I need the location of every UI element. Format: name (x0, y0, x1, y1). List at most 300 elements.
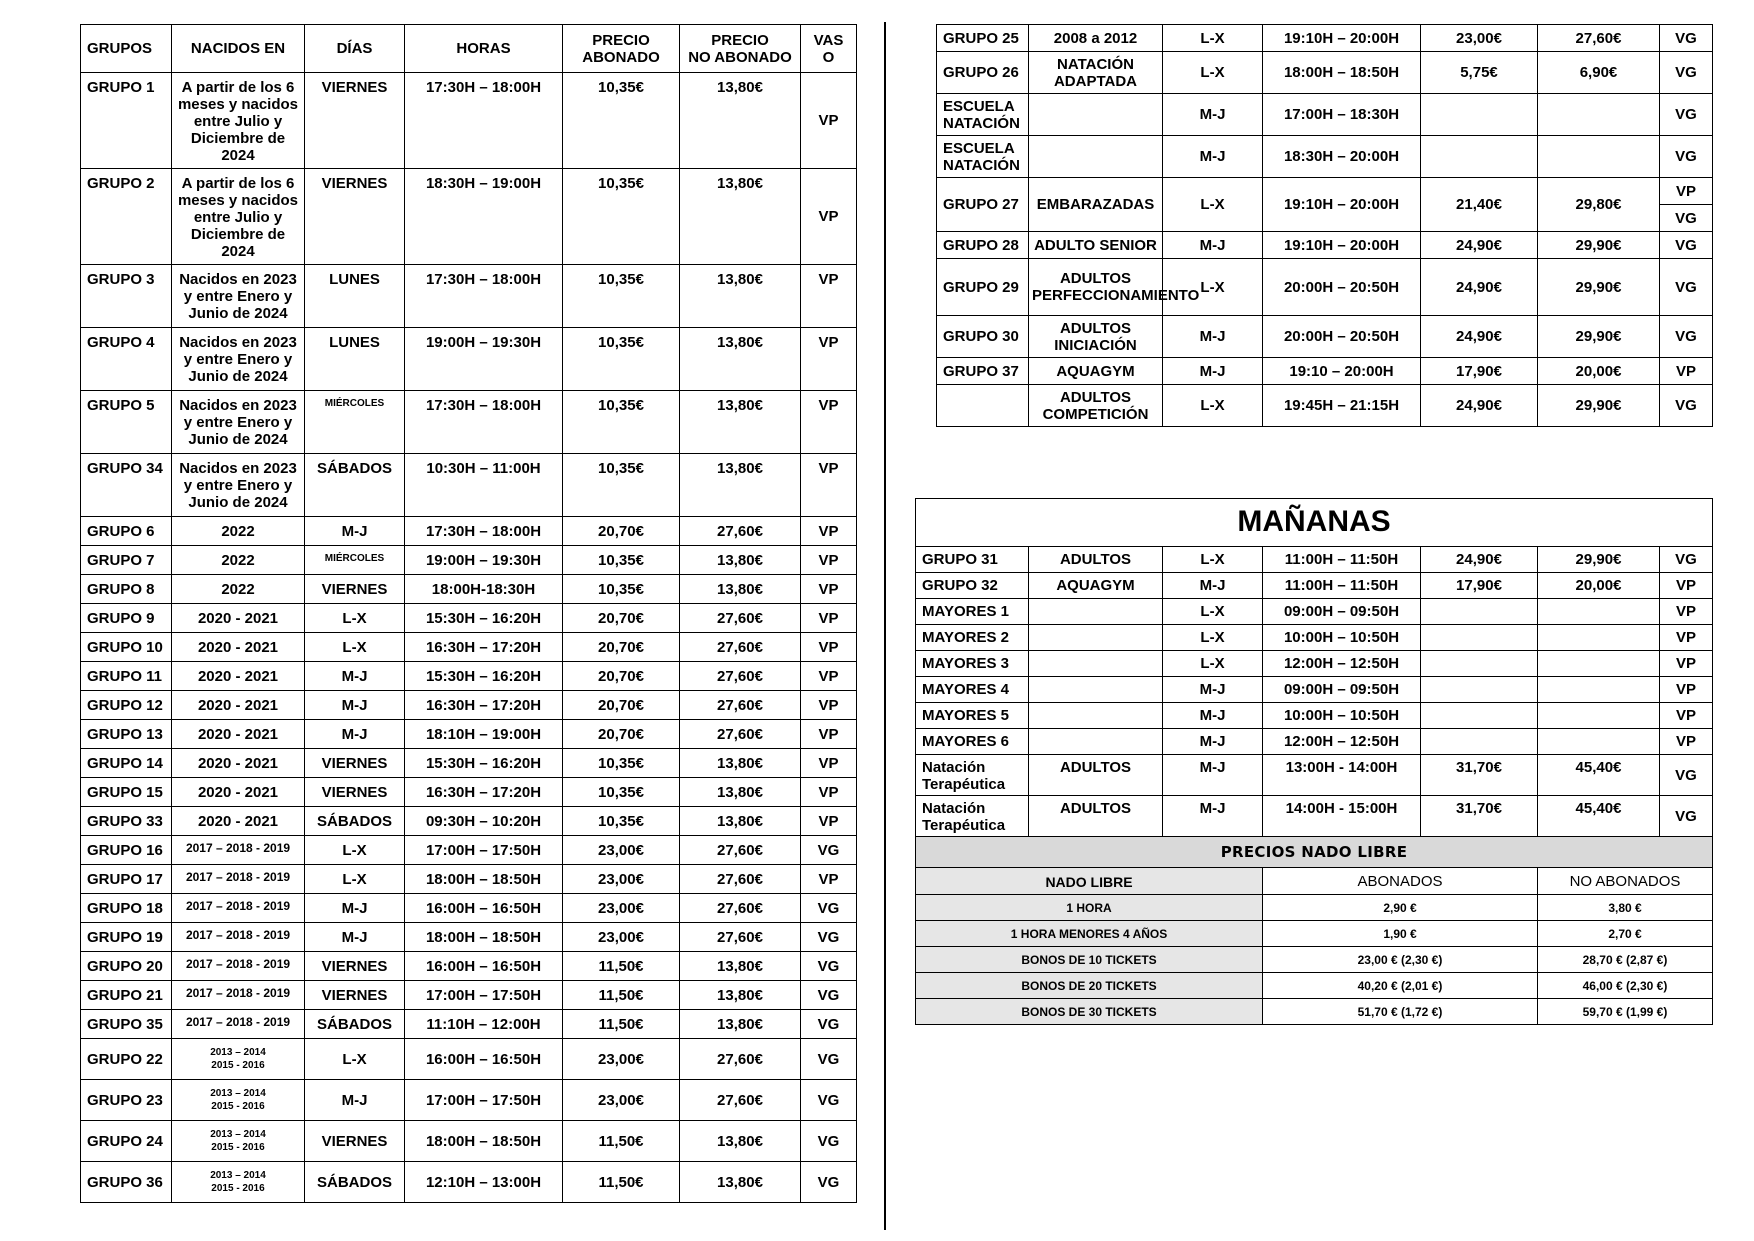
nado-libre-abonados-price: 23,00 € (2,30 €) (1263, 947, 1538, 973)
days-cell: VIERNES (305, 749, 405, 778)
table-row (81, 169, 857, 265)
group-name-cell: MAYORES 2 (916, 625, 1029, 651)
price-no-abonado-cell: 13,80€ (680, 981, 801, 1010)
hours-cell: 10:30H – 11:00H (405, 454, 563, 517)
table-row (937, 232, 1713, 259)
hours-cell: 13:00H - 14:00H (1263, 755, 1421, 796)
price-abonado-cell (1421, 703, 1538, 729)
hours-cell: 09:30H – 10:20H (405, 807, 563, 836)
birth-years-cell: Nacidos en 2023 y entre Enero y Junio de 2024 (172, 328, 305, 391)
birth-years-cell: 2013 – 2014 2015 - 2016 (172, 1121, 305, 1162)
price-no-abonado-cell: 27,60€ (680, 633, 801, 662)
group-name-cell: GRUPO 34 (81, 454, 172, 517)
price-abonado-cell: 20,70€ (563, 604, 680, 633)
birth-years-cell (1029, 651, 1163, 677)
table-row (937, 94, 1713, 136)
group-name-cell (937, 385, 1029, 427)
price-abonado-cell: 23,00€ (563, 836, 680, 865)
hours-cell: 19:10H – 20:00H (1263, 25, 1421, 52)
days-cell: M-J (1163, 755, 1263, 796)
price-abonado-cell: 17,90€ (1421, 358, 1538, 385)
birth-years-cell: 2013 – 2014 2015 - 2016 (172, 1080, 305, 1121)
birth-years-cell: AQUAGYM (1029, 573, 1163, 599)
pool-cell: VP (1660, 358, 1713, 385)
group-name-cell: GRUPO 4 (81, 328, 172, 391)
table-row (81, 1039, 857, 1080)
header-nacidos: NACIDOS EN (172, 25, 305, 73)
price-no-abonado-cell: 45,40€ (1538, 755, 1660, 796)
table-row (81, 894, 857, 923)
pool-cell: VP (1660, 625, 1713, 651)
group-name-cell: MAYORES 4 (916, 677, 1029, 703)
nado-libre-row (916, 947, 1713, 973)
birth-years-cell: A partir de los 6 meses y nacidos entre Julio y Diciembre de 2024 (172, 73, 305, 169)
hours-cell: 15:30H – 16:20H (405, 604, 563, 633)
group-name-cell: GRUPO 7 (81, 546, 172, 575)
hours-cell: 16:00H – 16:50H (405, 1039, 563, 1080)
price-no-abonado-cell (1538, 651, 1660, 677)
price-no-abonado-cell: 27,60€ (680, 691, 801, 720)
birth-years-cell: Nacidos en 2023 y entre Enero y Junio de 2024 (172, 265, 305, 328)
price-no-abonado-cell: 13,80€ (680, 952, 801, 981)
group-name-cell: MAYORES 5 (916, 703, 1029, 729)
price-abonado-cell: 11,50€ (563, 1162, 680, 1203)
header-grupos: GRUPOS (81, 25, 172, 73)
birth-years-cell: 2020 - 2021 (172, 662, 305, 691)
price-no-abonado-cell: 27,60€ (680, 1080, 801, 1121)
birth-years-cell: NATACIÓN ADAPTADA (1029, 52, 1163, 94)
price-no-abonado-cell: 29,90€ (1538, 232, 1660, 259)
price-no-abonado-cell: 20,00€ (1538, 573, 1660, 599)
price-abonado-cell (1421, 625, 1538, 651)
days-cell: L-X (1163, 385, 1263, 427)
birth-years-cell: AQUAGYM (1029, 358, 1163, 385)
pool-cell: VG (1660, 316, 1713, 358)
mananas-schedule-table (915, 498, 1713, 1025)
birth-years-cell: 2013 – 2014 2015 - 2016 (172, 1039, 305, 1080)
days-cell: M-J (305, 923, 405, 952)
birth-years-cell: Nacidos en 2023 y entre Enero y Junio de 2024 (172, 391, 305, 454)
days-cell: L-X (1163, 259, 1263, 316)
hours-cell: 16:00H – 16:50H (405, 952, 563, 981)
table-row (937, 178, 1713, 205)
pool-cell: VG (801, 981, 857, 1010)
days-cell: M-J (1163, 573, 1263, 599)
group-name-cell: GRUPO 2 (81, 169, 172, 265)
birth-years-cell (1029, 677, 1163, 703)
pool-cell: VP (801, 749, 857, 778)
table-row (937, 316, 1713, 358)
table-row (916, 651, 1713, 677)
price-abonado-cell: 23,00€ (563, 1080, 680, 1121)
hours-cell: 12:00H – 12:50H (1263, 651, 1421, 677)
hours-cell: 18:00H – 18:50H (405, 865, 563, 894)
nado-libre-abonados-price: 1,90 € (1263, 921, 1538, 947)
table-row (81, 1162, 857, 1203)
price-abonado-cell: 17,90€ (1421, 573, 1538, 599)
group-name-cell: GRUPO 6 (81, 517, 172, 546)
nado-libre-label: 1 HORA (916, 895, 1263, 921)
table-row (916, 796, 1713, 837)
birth-years-cell: 2017 – 2018 - 2019 (172, 836, 305, 865)
days-cell: M-J (305, 894, 405, 923)
group-name-cell: GRUPO 1 (81, 73, 172, 169)
afternoon-schedule-table (80, 24, 857, 1203)
hours-cell: 17:30H – 18:00H (405, 391, 563, 454)
price-no-abonado-cell: 20,00€ (1538, 358, 1660, 385)
price-no-abonado-cell: 13,80€ (680, 749, 801, 778)
days-cell: M-J (305, 720, 405, 749)
nado-libre-no-abonados-price: 28,70 € (2,87 €) (1538, 947, 1713, 973)
table-row (81, 923, 857, 952)
hours-cell: 16:30H – 17:20H (405, 633, 563, 662)
birth-years-cell: 2022 (172, 517, 305, 546)
pool-cell: VG (801, 1080, 857, 1121)
price-no-abonado-cell: 29,90€ (1538, 547, 1660, 573)
table-row (937, 25, 1713, 52)
pool-cell: VG (801, 1010, 857, 1039)
hours-cell: 19:00H – 19:30H (405, 328, 563, 391)
pool-cell: VP (801, 73, 857, 169)
birth-years-cell: 2022 (172, 575, 305, 604)
price-abonado-cell (1421, 651, 1538, 677)
nado-libre-row (916, 895, 1713, 921)
table-row (81, 865, 857, 894)
price-abonado-cell: 31,70€ (1421, 755, 1538, 796)
pool-cell: VP (801, 691, 857, 720)
pool-cell: VP (801, 517, 857, 546)
table-row (916, 729, 1713, 755)
hours-cell: 17:30H – 18:00H (405, 517, 563, 546)
days-cell: M-J (1163, 232, 1263, 259)
price-abonado-cell: 11,50€ (563, 981, 680, 1010)
days-cell: L-X (1163, 52, 1263, 94)
hours-cell: 17:00H – 17:50H (405, 836, 563, 865)
price-abonado-cell: 23,00€ (563, 1039, 680, 1080)
hours-cell: 12:10H – 13:00H (405, 1162, 563, 1203)
nado-libre-label: BONOS DE 20 TICKETS (916, 973, 1263, 999)
table-row (81, 546, 857, 575)
pool-cell: VG (801, 952, 857, 981)
pool-cell: VG (1660, 25, 1713, 52)
nado-libre-row (916, 921, 1713, 947)
birth-years-cell: ADULTOS INICIACIÓN (1029, 316, 1163, 358)
price-no-abonado-cell: 29,90€ (1538, 316, 1660, 358)
hours-cell: 11:00H – 11:50H (1263, 573, 1421, 599)
price-no-abonado-cell (1538, 703, 1660, 729)
group-name-cell: GRUPO 11 (81, 662, 172, 691)
hours-cell: 17:00H – 17:50H (405, 981, 563, 1010)
group-name-cell: GRUPO 26 (937, 52, 1029, 94)
hours-cell: 10:00H – 10:50H (1263, 703, 1421, 729)
days-cell: SÁBADOS (305, 1010, 405, 1039)
price-abonado-cell (1421, 599, 1538, 625)
birth-years-cell: 2020 - 2021 (172, 604, 305, 633)
price-no-abonado-cell: 13,80€ (680, 575, 801, 604)
group-name-cell: GRUPO 24 (81, 1121, 172, 1162)
days-cell: VIERNES (305, 575, 405, 604)
hours-cell: 19:10H – 20:00H (1263, 232, 1421, 259)
group-name-cell: MAYORES 6 (916, 729, 1029, 755)
price-abonado-cell: 23,00€ (1421, 25, 1538, 52)
birth-years-cell: ADULTOS (1029, 796, 1163, 837)
hours-cell: 17:00H – 17:50H (405, 1080, 563, 1121)
price-abonado-cell: 23,00€ (563, 865, 680, 894)
pool-cell: VP (1660, 599, 1713, 625)
price-no-abonado-cell: 27,60€ (680, 1039, 801, 1080)
pool-cell: VP (1660, 677, 1713, 703)
nado-libre-no-abonados-header: NO ABONADOS (1538, 868, 1713, 895)
pool-cell: VG (1660, 94, 1713, 136)
hours-cell: 18:10H – 19:00H (405, 720, 563, 749)
price-no-abonado-cell (1538, 729, 1660, 755)
price-no-abonado-cell (1538, 625, 1660, 651)
days-cell: LUNES (305, 265, 405, 328)
birth-years-cell: ADULTOS COMPETICIÓN (1029, 385, 1163, 427)
birth-years-cell (1029, 729, 1163, 755)
birth-years-cell: 2017 – 2018 - 2019 (172, 923, 305, 952)
nado-libre-label-header: NADO LIBRE (916, 868, 1263, 895)
group-name-cell: GRUPO 18 (81, 894, 172, 923)
table-row (81, 981, 857, 1010)
table-row (916, 677, 1713, 703)
price-no-abonado-cell: 45,40€ (1538, 796, 1660, 837)
days-cell: M-J (1163, 316, 1263, 358)
days-cell: M-J (305, 691, 405, 720)
pool-cell: VG (1660, 796, 1713, 837)
group-name-cell: GRUPO 8 (81, 575, 172, 604)
days-cell: L-X (305, 865, 405, 894)
nado-libre-no-abonados-price: 2,70 € (1538, 921, 1713, 947)
group-name-cell: MAYORES 3 (916, 651, 1029, 677)
pool-cell: VG (1660, 259, 1713, 316)
birth-years-cell: 2020 - 2021 (172, 691, 305, 720)
price-no-abonado-cell: 13,80€ (680, 546, 801, 575)
table-row (81, 1010, 857, 1039)
price-no-abonado-cell: 13,80€ (680, 1010, 801, 1039)
nado-libre-abonados-header: ABONADOS (1263, 868, 1538, 895)
days-cell: L-X (1163, 625, 1263, 651)
group-name-cell: GRUPO 10 (81, 633, 172, 662)
days-cell: M-J (305, 1080, 405, 1121)
price-abonado-cell: 23,00€ (563, 923, 680, 952)
table-row (81, 575, 857, 604)
price-abonado-cell (1421, 729, 1538, 755)
header-horas: HORAS (405, 25, 563, 73)
pool-cell: VP (801, 575, 857, 604)
table-row (81, 749, 857, 778)
price-abonado-cell: 21,40€ (1421, 178, 1538, 232)
header-dias: DÍAS (305, 25, 405, 73)
hours-cell: 20:00H – 20:50H (1263, 316, 1421, 358)
group-name-cell: GRUPO 16 (81, 836, 172, 865)
pool-cell: VP (1660, 703, 1713, 729)
header-precio-no-abonado: PRECIO NO ABONADO (680, 25, 801, 73)
group-name-cell: GRUPO 13 (81, 720, 172, 749)
table-row (937, 358, 1713, 385)
group-name-cell: GRUPO 30 (937, 316, 1029, 358)
hours-cell: 18:30H – 20:00H (1263, 136, 1421, 178)
hours-cell: 16:00H – 16:50H (405, 894, 563, 923)
table-row (81, 691, 857, 720)
pool-cell: VP (1660, 178, 1713, 205)
group-name-cell: GRUPO 25 (937, 25, 1029, 52)
group-name-cell: Natación Terapéutica (916, 796, 1029, 837)
hours-cell: 09:00H – 09:50H (1263, 677, 1421, 703)
nado-libre-header-row (916, 868, 1713, 895)
pool-cell: VP (801, 391, 857, 454)
price-no-abonado-cell: 13,80€ (680, 328, 801, 391)
days-cell: SÁBADOS (305, 1162, 405, 1203)
days-cell: L-X (305, 836, 405, 865)
birth-years-cell: 2017 – 2018 - 2019 (172, 981, 305, 1010)
birth-years-cell (1029, 703, 1163, 729)
hours-cell: 11:10H – 12:00H (405, 1010, 563, 1039)
price-abonado-cell: 10,35€ (563, 169, 680, 265)
group-name-cell: GRUPO 28 (937, 232, 1029, 259)
price-abonado-cell: 10,35€ (563, 749, 680, 778)
table-row (81, 662, 857, 691)
table-row (81, 1121, 857, 1162)
pool-cell: VG (801, 894, 857, 923)
nado-libre-label: 1 HORA MENORES 4 AÑOS (916, 921, 1263, 947)
hours-cell: 12:00H – 12:50H (1263, 729, 1421, 755)
days-cell: VIERNES (305, 778, 405, 807)
price-abonado-cell: 24,90€ (1421, 385, 1538, 427)
birth-years-cell: 2020 - 2021 (172, 749, 305, 778)
days-cell: M-J (1163, 136, 1263, 178)
nado-libre-abonados-price: 2,90 € (1263, 895, 1538, 921)
pool-cell: VP (801, 546, 857, 575)
table-row (916, 547, 1713, 573)
hours-cell: 19:45H – 21:15H (1263, 385, 1421, 427)
price-abonado-cell: 11,50€ (563, 1121, 680, 1162)
birth-years-cell (1029, 625, 1163, 651)
pool-cell: VG (801, 836, 857, 865)
nado-libre-row (916, 973, 1713, 999)
price-no-abonado-cell: 13,80€ (680, 1162, 801, 1203)
group-name-cell: Natación Terapéutica (916, 755, 1029, 796)
nado-libre-title-row (916, 837, 1713, 868)
nado-libre-row (916, 999, 1713, 1025)
days-cell: L-X (1163, 178, 1263, 232)
header-precio-abonado: PRECIO ABONADO (563, 25, 680, 73)
days-cell: L-X (305, 604, 405, 633)
price-abonado-cell: 20,70€ (563, 691, 680, 720)
pool-cell: VG (1660, 52, 1713, 94)
nado-libre-title: PRECIOS NADO LIBRE (916, 837, 1713, 868)
header-row (81, 25, 857, 73)
price-no-abonado-cell: 6,90€ (1538, 52, 1660, 94)
pool-cell: VP (801, 169, 857, 265)
table-row (81, 1080, 857, 1121)
days-cell: M-J (305, 662, 405, 691)
table-row (81, 778, 857, 807)
pool-cell: VP (1660, 651, 1713, 677)
pool-cell: VP (801, 720, 857, 749)
pool-cell: VP (801, 328, 857, 391)
birth-years-cell: EMBARAZADAS (1029, 178, 1163, 232)
hours-cell: 14:00H - 15:00H (1263, 796, 1421, 837)
group-name-cell: GRUPO 15 (81, 778, 172, 807)
price-abonado-cell: 31,70€ (1421, 796, 1538, 837)
days-cell: SÁBADOS (305, 454, 405, 517)
pool-cell: VP (1660, 573, 1713, 599)
group-name-cell: GRUPO 35 (81, 1010, 172, 1039)
birth-years-cell (1029, 136, 1163, 178)
table-row (937, 136, 1713, 178)
birth-years-cell: ADULTOS (1029, 547, 1163, 573)
hours-cell: 19:10H – 20:00H (1263, 178, 1421, 232)
price-no-abonado-cell: 27,60€ (680, 662, 801, 691)
price-no-abonado-cell (1538, 136, 1660, 178)
pool-cell: VG (1660, 755, 1713, 796)
days-cell: VIERNES (305, 169, 405, 265)
days-cell: L-X (1163, 651, 1263, 677)
group-name-cell: GRUPO 17 (81, 865, 172, 894)
nado-libre-abonados-price: 51,70 € (1,72 €) (1263, 999, 1538, 1025)
price-abonado-cell: 11,50€ (563, 952, 680, 981)
birth-years-cell: 2013 – 2014 2015 - 2016 (172, 1162, 305, 1203)
birth-years-cell: A partir de los 6 meses y nacidos entre Julio y Diciembre de 2024 (172, 169, 305, 265)
days-cell: M-J (1163, 703, 1263, 729)
days-cell: VIERNES (305, 73, 405, 169)
days-cell: VIERNES (305, 952, 405, 981)
price-abonado-cell: 10,35€ (563, 807, 680, 836)
group-name-cell: ESCUELA NATACIÓN (937, 136, 1029, 178)
price-no-abonado-cell (1538, 94, 1660, 136)
nado-libre-label: BONOS DE 30 TICKETS (916, 999, 1263, 1025)
pool-cell: VP (801, 604, 857, 633)
table-row (81, 633, 857, 662)
price-no-abonado-cell: 29,90€ (1538, 385, 1660, 427)
pool-cell: VG (801, 1121, 857, 1162)
table-row (81, 454, 857, 517)
birth-years-cell: 2017 – 2018 - 2019 (172, 1010, 305, 1039)
birth-years-cell: 2020 - 2021 (172, 633, 305, 662)
price-abonado-cell: 24,90€ (1421, 259, 1538, 316)
birth-years-cell (1029, 94, 1163, 136)
birth-years-cell: 2020 - 2021 (172, 720, 305, 749)
group-name-cell: GRUPO 3 (81, 265, 172, 328)
group-name-cell: GRUPO 31 (916, 547, 1029, 573)
pool-cell: VP (801, 807, 857, 836)
hours-cell: 16:30H – 17:20H (405, 778, 563, 807)
group-name-cell: GRUPO 21 (81, 981, 172, 1010)
table-row (916, 625, 1713, 651)
hours-cell: 19:00H – 19:30H (405, 546, 563, 575)
price-no-abonado-cell: 13,80€ (680, 391, 801, 454)
table-row (81, 391, 857, 454)
birth-years-cell: 2020 - 2021 (172, 778, 305, 807)
price-abonado-cell: 10,35€ (563, 454, 680, 517)
pool-cell: VP (801, 633, 857, 662)
hours-cell: 20:00H – 20:50H (1263, 259, 1421, 316)
hours-cell: 17:30H – 18:00H (405, 73, 563, 169)
price-no-abonado-cell: 13,80€ (680, 73, 801, 169)
days-cell: MIÉRCOLES (305, 546, 405, 575)
price-abonado-cell: 20,70€ (563, 662, 680, 691)
price-no-abonado-cell: 13,80€ (680, 1121, 801, 1162)
days-cell: MIÉRCOLES (305, 391, 405, 454)
pool-cell: VP (801, 865, 857, 894)
days-cell: M-J (1163, 729, 1263, 755)
birth-years-cell: 2022 (172, 546, 305, 575)
price-abonado-cell: 20,70€ (563, 633, 680, 662)
hours-cell: 09:00H – 09:50H (1263, 599, 1421, 625)
price-no-abonado-cell: 27,60€ (680, 923, 801, 952)
pool-cell: VG (1660, 232, 1713, 259)
